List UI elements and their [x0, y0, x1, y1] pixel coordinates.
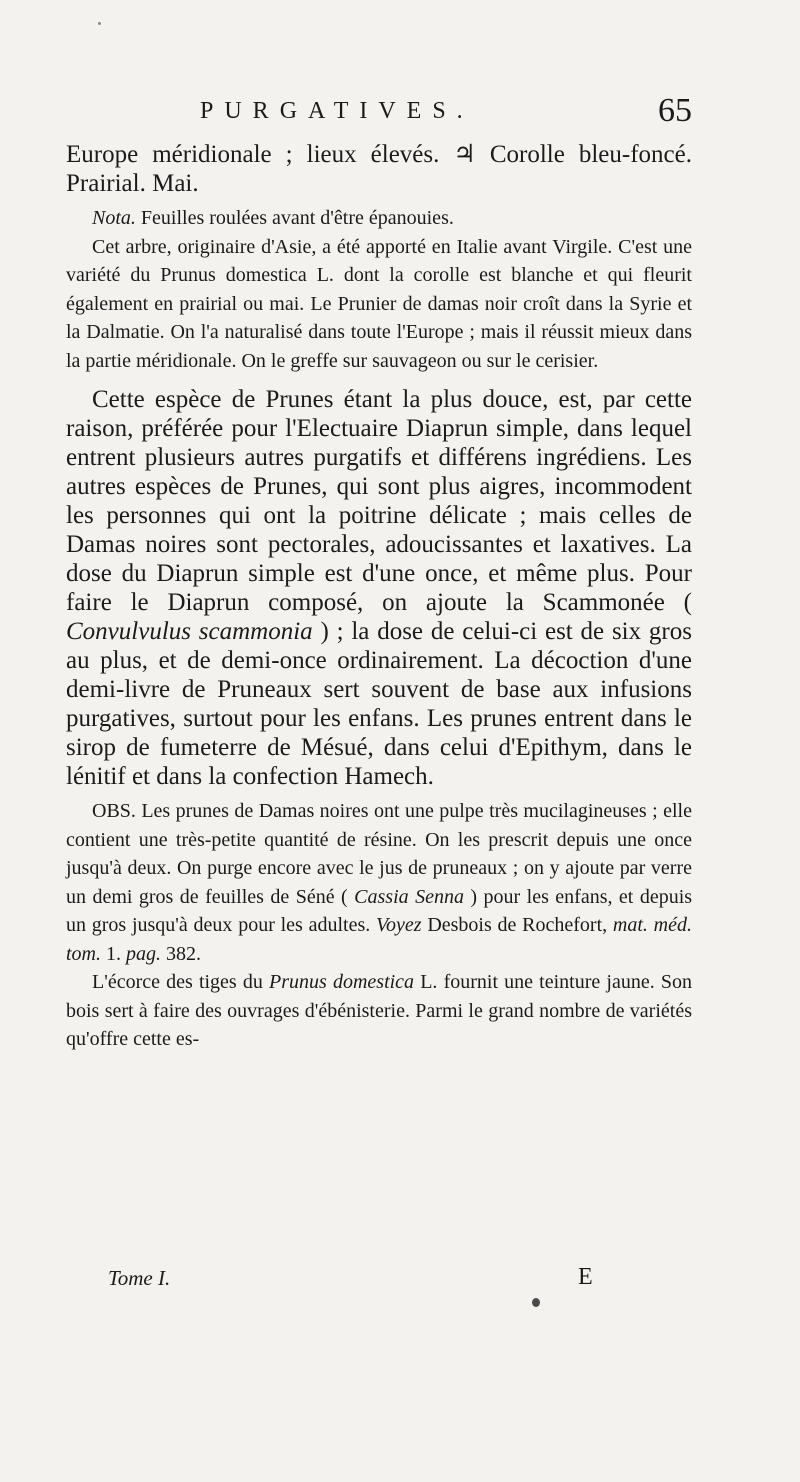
ink-speck: [98, 22, 101, 25]
obs-reference: mat. méd. tom.: [66, 914, 692, 965]
paragraph-observation: [66, 797, 692, 968]
obs-species-name: Cassia Senna: [354, 885, 464, 908]
body-text: [66, 140, 692, 1054]
paragraph-habitat: Europe méridionale ; lieux élevés. ♃ Corolle bleu-foncé. Prairial. Mai.: [66, 141, 692, 197]
page-number: 65: [658, 92, 692, 129]
obs-text-c: Desbois de Rochefort,: [421, 914, 613, 936]
obs-text-b: ) pour les enfans, et depuis un gros jusqu'à deux pour les adultes.: [66, 885, 693, 936]
obs-voyez: Voyez: [376, 914, 422, 936]
bark-text-a: L'écorce des tiges du: [92, 971, 270, 993]
obs-text-a: OBS. Les prunes de Damas noires ont une pulpe très mucilagineuses ; elle contient une très-petite quantité de résine. On les prescrit depuis une once jusqu'à deux. On purge encore avec le jus de pruneaux ; on y ajoute par verre un demi gros de feuilles de Séné (: [66, 800, 692, 908]
bark-text-b: L. fournit une teinture jaune. Son bois sert à faire des ouvrages d'ébénisterie. Parmi le grand nombre de variétés qu'offre cette es-: [66, 971, 693, 1050]
uses-species-name: Convulvulus scammonia: [66, 618, 313, 645]
page-header: [60, 92, 692, 136]
paragraph-bark: [66, 968, 692, 1054]
obs-text-e: 382.: [161, 942, 201, 965]
uses-text-b: ) ; la dose de celui-ci est de six gros au plus, et de demi-once ordinairement. La décoction d'une demi-livre de Pruneaux sert souvent de base aux infusions purgatives, surtout pour les enfans. Les prunes entrent dans le sirop de fumeterre de Mésué, dans celui d'Epithym, dans le lénitif et dans la confection Hamech.: [66, 618, 692, 790]
obs-text-d: 1.: [101, 942, 126, 965]
page-footer: [66, 1264, 593, 1300]
signature-mark: E: [578, 1264, 593, 1290]
nota-text: Feuilles roulées avant d'être épanouies.: [135, 207, 454, 229]
running-title: PURGATIVES.: [200, 98, 474, 124]
obs-pag: pag.: [126, 942, 161, 965]
paragraph-uses: [66, 385, 692, 791]
paragraph-origin: Cet arbre, originaire d'Asie, a été apporté en Italie avant Virgile. C'est une variété du Prunus domestica L. dont la corolle est blanche et qui fleurit également en prairial ou mai. Le Prunier de damas noir croît dans la Syrie et la Dalmatie. On l'a naturalisé dans toute l'Europe ; mais il réussit mieux dans la partie méridionale. On le greffe sur sauvageon ou sur le cerisier.: [66, 235, 692, 372]
uses-text-a: Cette espèce de Prunes étant la plus douce, est, par cette raison, préférée pour l'Electuaire Diaprun simple, dans lequel entrent plusieurs autres purgatifs et différens ingrédiens. Les autres espèces de Prunes, qui sont plus aigres, incommodent les personnes qui ont la poitrine délicate ; mais celles de Damas noires sont pectorales, adoucissantes et laxatives. La dose du Diaprun simple est d'une once, et même plus. Pour faire le Diaprun composé, on ajoute la Scammonée (: [66, 386, 692, 616]
nota-label: Nota.: [92, 207, 136, 229]
ink-speck: [532, 1298, 540, 1307]
bark-species-name: Prunus domestica: [269, 971, 415, 993]
paragraph-nota: [66, 204, 692, 233]
volume-label: Tome I.: [108, 1266, 171, 1290]
